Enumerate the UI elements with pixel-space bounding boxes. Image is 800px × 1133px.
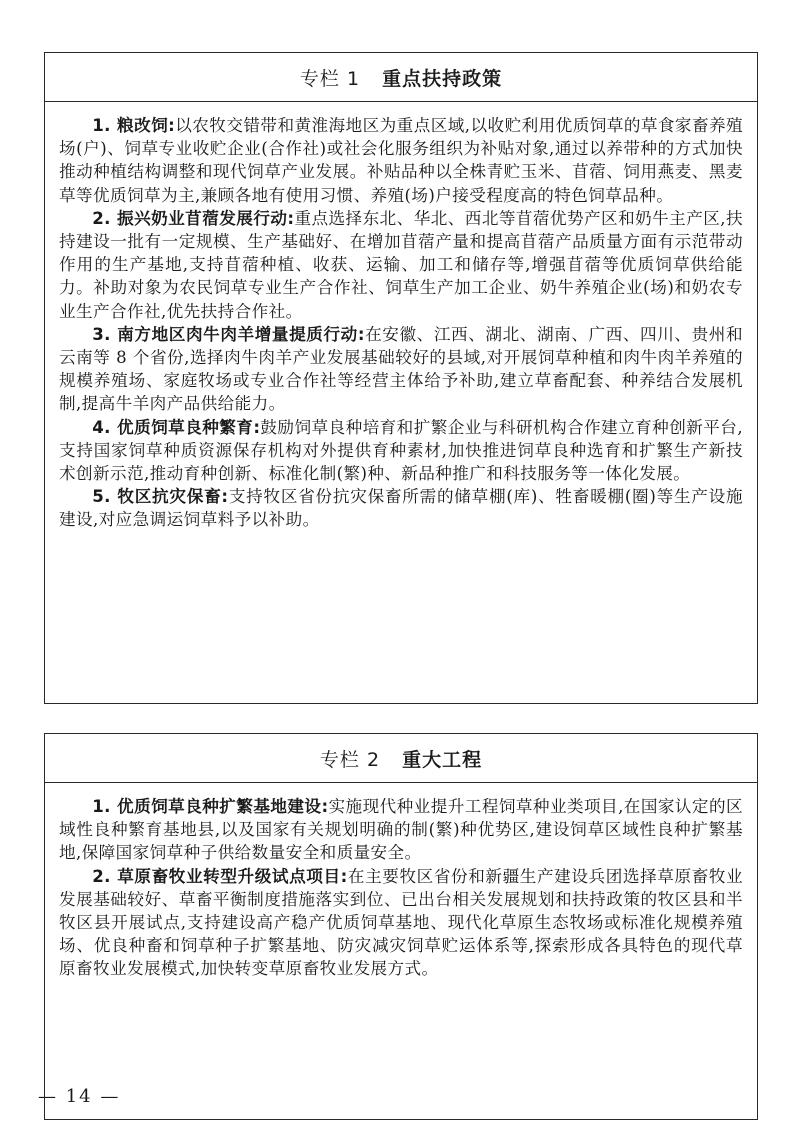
column-body [45, 783, 757, 989]
policy-item [59, 323, 743, 416]
item-text: 以农牧交错带和黄淮海地区为重点区域,以收贮利用优质饲草的草食家畜养殖场(户)、饲草专业收贮企业(合作社)或社会化服务组织为补贴对象,通过以养带种的方式加快推动种植结构调整和现代饲草产业发展。补贴品种以全株青贮玉米、苜蓿、饲用燕麦、黑麦草等优质饲草为主,兼顾各地有使用习惯、养殖(场)户接受程度高的特色饲草品种。 [59, 116, 744, 205]
column-heading: 重大工程 [402, 748, 483, 771]
policy-item [59, 416, 743, 486]
project-item [59, 795, 743, 865]
item-text: 支持牧区省份抗灾保畜所需的储草棚(库)、牲畜暖棚(圈)等生产设施建设,对应急调运饲草料予以补助。 [59, 487, 743, 530]
column-heading: 重点扶持政策 [382, 67, 503, 90]
item-text: 重点选择东北、华北、西北等苜蓿优势产区和奶牛主产区,扶持建设一批有一定规模、生产基础好、在增加苜蓿产量和提高苜蓿产品质量方面有示范带动作用的生产基地,支持苜蓿种植、收获、运输、加工和储存等,增强苜蓿等优质饲草供给能力。补助对象为农民饲草专业生产合作社、饲草生产加工企业、奶牛养殖企业(场)和奶农专业生产合作社,优先扶持合作社。 [59, 208, 743, 321]
policy-item [59, 207, 743, 323]
item-text: 鼓励饲草良种培育和扩繁企业与科研机构合作建立育种创新平台,支持国家饲草种质资源保存机构对外提供育种素材,加快推进饲草良种选育和扩繁生产新技术创新示范,推动育种创新、标准化制(繁)种、新品种推广和科技服务等一体化发展。 [59, 417, 744, 484]
column-number: 专栏 2 [319, 748, 381, 771]
item-heading: 2. 草原畜牧业转型升级试点项目: [92, 866, 348, 886]
item-heading: 2. 振兴奶业苜蓿发展行动: [92, 208, 295, 228]
item-heading: 4. 优质饲草良种繁育: [92, 417, 261, 437]
item-heading: 1. 优质饲草良种扩繁基地建设: [92, 797, 329, 816]
policy-item [59, 485, 743, 531]
column-body [45, 102, 757, 540]
policy-item [59, 114, 743, 207]
page-number: — 14 — [38, 1086, 121, 1107]
item-heading: 3. 南方地区肉牛肉羊增量提质行动: [92, 324, 365, 344]
item-text: 在主要牧区省份和新疆生产建设兵团选择草原畜牧业发展基础较好、草畜平衡制度措施落实到位、已出台相关发展规划和扶持政策的牧区县和半牧区县开展试点,支持建设高产稳产优质饲草基地、现代化草原生态牧场或标准化规模养殖场、优良种畜和饲草种子扩繁基地、防灾减灾饲草贮运体系等,探索形成各具特色的现代草原畜牧业发展模式,加快转变草原畜牧业发展方式。 [59, 866, 744, 979]
column-title-1 [45, 53, 757, 102]
item-text: 实施现代种业提升工程饲草种业类项目,在国家认定的区域性良种繁育基地县,以及国家有关规划明确的制(繁)种优势区,建设饲草区域性良种扩繁基地,保障国家饲草种子供给数量安全和质量安全。 [59, 797, 743, 863]
column-box-2 [44, 733, 758, 1120]
item-heading: 5. 牧区抗灾保畜: [92, 487, 229, 507]
item-text: 在安徽、江西、湖北、湖南、广西、四川、贵州和云南等 8 个省份,选择肉牛肉羊产业发展基础较好的县域,对开展饲草种植和肉牛肉羊养殖的规模养殖场、家庭牧场或专业合作社等经营主体给予补助,建立草畜配套、种养结合发展机制,提高牛羊肉产品供给能力。 [59, 324, 743, 414]
item-heading: 1. 粮改饲: [92, 116, 176, 135]
column-box-1 [44, 52, 758, 704]
project-item [59, 865, 743, 981]
column-number: 专栏 1 [299, 67, 361, 90]
column-title-2 [45, 734, 757, 783]
